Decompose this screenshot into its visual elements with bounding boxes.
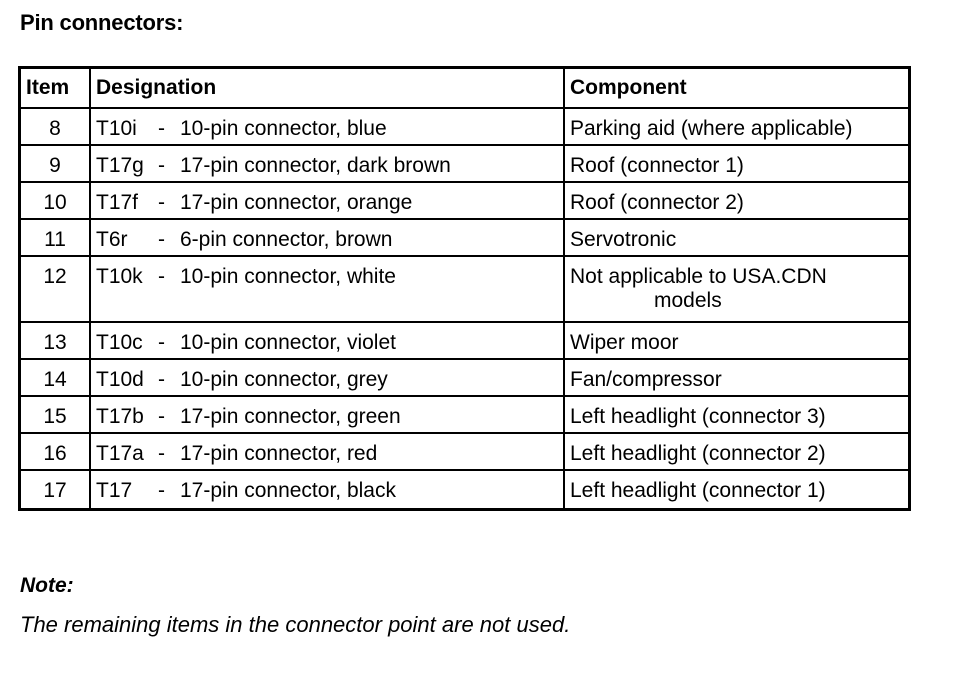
connector-description: 10-pin connector, violet bbox=[180, 331, 396, 354]
connector-code: T17g bbox=[96, 154, 144, 177]
component-cell bbox=[565, 471, 908, 508]
header-item: Item bbox=[21, 69, 91, 109]
pin-connector-table bbox=[18, 66, 911, 511]
item-cell: 15 bbox=[21, 397, 91, 434]
table-row bbox=[21, 183, 908, 220]
connector-description: 17-pin connector, black bbox=[180, 479, 396, 502]
component-text: Left headlight (connector 3) bbox=[570, 405, 826, 428]
item-cell: 16 bbox=[21, 434, 91, 471]
connector-code: T10k bbox=[96, 265, 143, 288]
header-designation: Designation bbox=[91, 69, 565, 109]
component-text: Left headlight (connector 1) bbox=[570, 479, 826, 502]
connector-description: 17-pin connector, green bbox=[180, 405, 401, 428]
designation-cell bbox=[91, 323, 565, 360]
page-title: Pin connectors: bbox=[20, 10, 184, 35]
table-row bbox=[21, 434, 908, 471]
connector-code: T6r bbox=[96, 228, 128, 251]
item-cell: 10 bbox=[21, 183, 91, 220]
table-body bbox=[21, 109, 908, 508]
separator-dash: - bbox=[158, 368, 165, 391]
component-cell bbox=[565, 183, 908, 220]
separator-dash: - bbox=[158, 479, 165, 502]
connector-description: 6-pin connector, brown bbox=[180, 228, 393, 251]
item-cell: 17 bbox=[21, 471, 91, 508]
item-cell: 11 bbox=[21, 220, 91, 257]
separator-dash: - bbox=[158, 117, 165, 140]
item-cell: 13 bbox=[21, 323, 91, 360]
connector-description: 10-pin connector, grey bbox=[180, 368, 388, 391]
component-cell bbox=[565, 109, 908, 146]
connector-description: 17-pin connector, red bbox=[180, 442, 378, 465]
table-row bbox=[21, 257, 908, 323]
table-row bbox=[21, 220, 908, 257]
component-text: Wiper moor bbox=[570, 331, 679, 354]
table-header-row bbox=[21, 69, 908, 109]
designation-cell bbox=[91, 146, 565, 183]
note-label: Note: bbox=[20, 574, 74, 597]
connector-code: T10c bbox=[96, 331, 143, 354]
item-cell: 14 bbox=[21, 360, 91, 397]
component-text: Fan/compressor bbox=[570, 368, 722, 391]
component-cell bbox=[565, 257, 908, 323]
component-text: Not applicable to USA.CDN bbox=[570, 265, 827, 288]
separator-dash: - bbox=[158, 405, 165, 428]
component-cell bbox=[565, 323, 908, 360]
component-text: Roof (connector 2) bbox=[570, 191, 744, 214]
component-cell bbox=[565, 397, 908, 434]
table-row bbox=[21, 146, 908, 183]
connector-description: 17-pin connector, dark brown bbox=[180, 154, 451, 177]
item-cell: 8 bbox=[21, 109, 91, 146]
component-cell bbox=[565, 434, 908, 471]
connector-code: T17f bbox=[96, 191, 139, 214]
connector-description: 10-pin connector, white bbox=[180, 265, 396, 288]
connector-code: T10d bbox=[96, 368, 144, 391]
separator-dash: - bbox=[158, 265, 165, 288]
designation-cell bbox=[91, 434, 565, 471]
designation-cell bbox=[91, 360, 565, 397]
connector-code: T17 bbox=[96, 479, 133, 502]
separator-dash: - bbox=[158, 191, 165, 214]
table-row bbox=[21, 471, 908, 508]
connector-code: T10i bbox=[96, 117, 137, 140]
component-text-line2: models bbox=[654, 289, 722, 312]
note-text: The remaining items in the connector point are not used. bbox=[20, 612, 571, 637]
separator-dash: - bbox=[158, 228, 165, 251]
connector-description: 10-pin connector, blue bbox=[180, 117, 387, 140]
designation-cell bbox=[91, 257, 565, 323]
designation-cell bbox=[91, 471, 565, 508]
designation-cell bbox=[91, 109, 565, 146]
component-cell bbox=[565, 146, 908, 183]
table-row bbox=[21, 397, 908, 434]
separator-dash: - bbox=[158, 331, 165, 354]
component-text: Servotronic bbox=[570, 228, 677, 251]
component-text: Parking aid (where applicable) bbox=[570, 117, 853, 140]
connector-code: T17b bbox=[96, 405, 144, 428]
component-text: Roof (connector 1) bbox=[570, 154, 744, 177]
designation-cell bbox=[91, 397, 565, 434]
component-cell bbox=[565, 220, 908, 257]
separator-dash: - bbox=[158, 154, 165, 177]
table-row bbox=[21, 109, 908, 146]
connector-description: 17-pin connector, orange bbox=[180, 191, 413, 214]
designation-cell bbox=[91, 220, 565, 257]
designation-cell bbox=[91, 183, 565, 220]
header-component: Component bbox=[565, 69, 908, 109]
table-row bbox=[21, 360, 908, 397]
connector-code: T17a bbox=[96, 442, 144, 465]
separator-dash: - bbox=[158, 442, 165, 465]
item-cell: 9 bbox=[21, 146, 91, 183]
component-text: Left headlight (connector 2) bbox=[570, 442, 826, 465]
component-cell bbox=[565, 360, 908, 397]
item-cell: 12 bbox=[21, 257, 91, 323]
table-row bbox=[21, 323, 908, 360]
